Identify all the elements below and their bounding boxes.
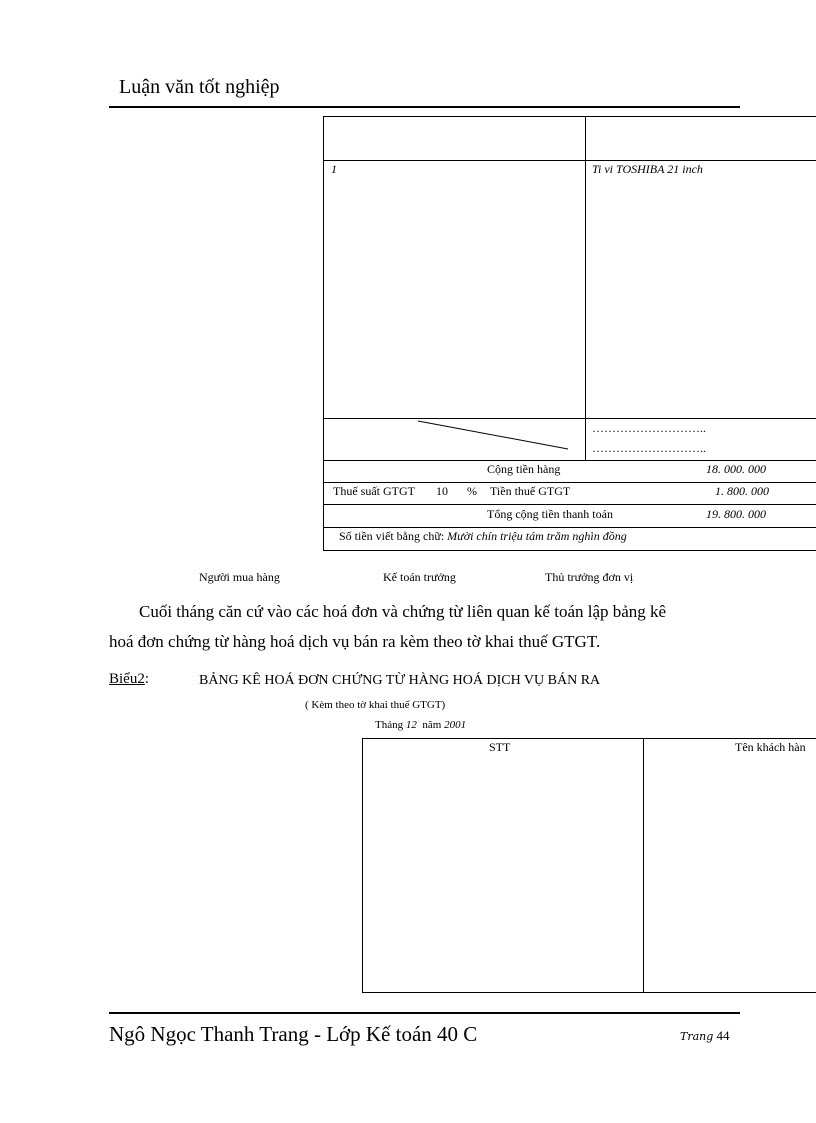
signature-chief-accountant: Kế toán trưởng: [383, 570, 456, 584]
subtotal-value: 18. 000. 000: [706, 462, 766, 476]
bieu2-column-divider: [643, 738, 644, 993]
signature-buyer: Người mua hàng: [199, 570, 280, 584]
footer-rule: [109, 1012, 740, 1014]
invoice-subtotal-divider: [323, 460, 816, 461]
amount-in-words: [339, 529, 627, 544]
amount-in-words-value: Mười chín triệu tám trăm nghìn đồng: [447, 529, 627, 543]
amount-in-words-label: Số tiền viết bằng chữ:: [339, 529, 445, 543]
bieu2-year-value: 2001: [444, 719, 467, 731]
footer-page-number: 44: [716, 1028, 730, 1043]
bieu2-period: [375, 719, 466, 731]
footer-page: [680, 1028, 730, 1044]
bieu2-title: BẢNG KÊ HOÁ ĐƠN CHỨNG TỪ HÀNG HOÁ DỊCH VỤ BÁN RA: [199, 673, 601, 688]
bieu2-colon: :: [144, 671, 150, 687]
bieu2-month-value: 12: [405, 719, 417, 731]
bieu2-table-border: [362, 738, 816, 993]
vat-percent: %: [467, 484, 477, 498]
bieu2-label-wrap: [109, 671, 149, 688]
invoice-item-name: Ti vi TOSHIBA 21 inch: [592, 162, 703, 176]
invoice-total-divider: [323, 504, 816, 505]
invoice-vat-divider: [323, 482, 816, 483]
invoice-dots-1: ………………………..: [592, 421, 706, 435]
paragraph-line-2: hoá đơn chứng từ hàng hoá dịch vụ bán ra kèm theo tờ khai thuế GTGT.: [109, 632, 601, 651]
invoice-header-divider: [323, 160, 816, 161]
bieu2-col-stt: STT: [489, 740, 511, 754]
invoice-row-number: 1: [331, 162, 337, 176]
page-header-title: Luận văn tốt nghiệp: [119, 76, 280, 98]
total-value: 19. 800. 000: [706, 507, 766, 521]
footer-author: Ngô Ngọc Thanh Trang - Lớp Kế toán 40 C: [109, 1022, 478, 1046]
invoice-diagonal-line: [323, 418, 585, 460]
vat-amount-label: Tiền thuế GTGT: [490, 484, 571, 498]
bieu2-col-customer: Tên khách hàn: [735, 740, 806, 754]
subtotal-label: Cộng tiền hàng: [487, 462, 561, 476]
vat-rate-label: Thuế suất GTGT: [333, 484, 415, 498]
vat-amount-value: 1. 800. 000: [715, 484, 769, 498]
vat-rate-value: 10: [436, 484, 448, 498]
bieu2-month-label: Tháng: [375, 719, 404, 731]
invoice-column-divider: [585, 116, 586, 461]
total-label: Tổng cộng tiền thanh toán: [487, 507, 613, 521]
signature-head-of-unit: Thủ trưởng đơn vị: [545, 570, 634, 584]
bieu2-year-label: năm: [422, 719, 442, 731]
invoice-dots-2: ………………………..: [592, 441, 706, 455]
header-rule: [109, 106, 740, 108]
bieu2-subtitle: ( Kèm theo tờ khai thuế GTGT): [305, 699, 446, 711]
invoice-words-divider: [323, 527, 816, 528]
footer-page-word: Trang: [680, 1030, 714, 1043]
bieu2-label: Biểu2: [109, 671, 145, 687]
paragraph-line-1: Cuối tháng căn cứ vào các hoá đơn và chứng từ liên quan kế toán lập bảng kê: [139, 602, 667, 621]
